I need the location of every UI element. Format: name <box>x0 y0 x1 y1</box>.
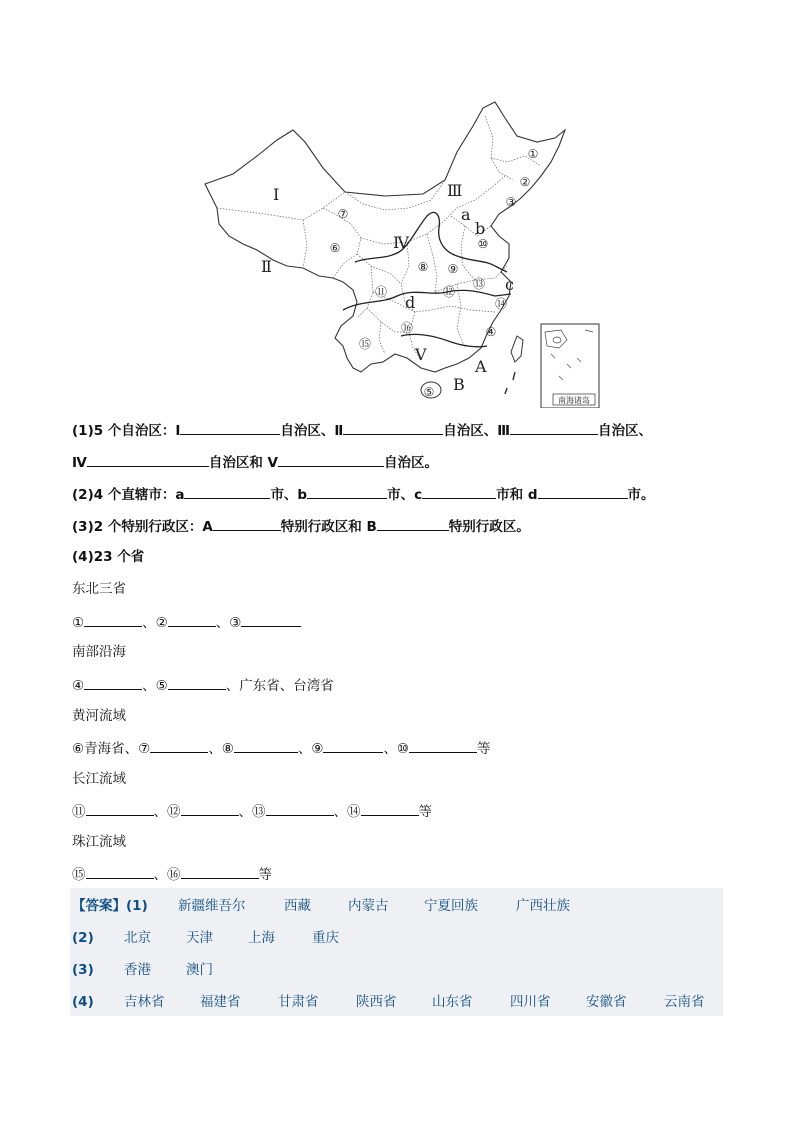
q3-prefix: (3)2 个特别行政区：A <box>72 519 213 535</box>
answer-1-2: 西藏 <box>284 898 311 914</box>
label-c7: ⑦ <box>337 207 349 221</box>
blank-q2-1[interactable] <box>184 484 270 499</box>
blank-c-4[interactable] <box>361 801 419 816</box>
answer-1-4: 宁夏回族 <box>424 898 478 914</box>
answer-label-2: (2) <box>72 930 94 946</box>
q3-text-1: 特别行政区和 B <box>280 519 377 535</box>
answer-4-4: 陕西省 <box>356 994 397 1010</box>
blank-q2-4[interactable] <box>538 484 628 499</box>
q1-text-2: 自治区、Ⅲ <box>443 423 511 439</box>
answer-4-5: 山东省 <box>432 994 473 1010</box>
label-roman-3: Ⅲ <box>447 181 463 200</box>
blank-q2-2[interactable] <box>307 484 387 499</box>
q1-text-5: 自治区。 <box>384 455 438 471</box>
c-text-1: ⑪ <box>72 804 86 820</box>
answer-row-4 <box>72 993 94 1011</box>
label-c6: ⑥ <box>329 241 341 255</box>
q1-text-3: 自治区、 <box>598 423 653 439</box>
answer-4-8: 云南省 <box>664 994 705 1010</box>
pearl-title: 珠江流域 <box>72 834 126 850</box>
q1-text-4: 自治区和 Ⅴ <box>208 455 278 471</box>
northeast-line <box>72 612 301 632</box>
answer-row-3 <box>72 961 94 979</box>
label-c5: ⑤ <box>423 385 435 399</box>
label-c13: ⑬ <box>472 277 486 291</box>
blank-q1-2[interactable] <box>343 420 443 435</box>
answer-4-6: 四川省 <box>510 994 551 1010</box>
answer-1-1: 新疆维吾尔 <box>178 898 246 914</box>
q1-line2 <box>72 452 438 472</box>
answer-2-1: 北京 <box>124 930 151 946</box>
label-b: b <box>475 219 486 238</box>
answer-label-3: (3) <box>72 962 94 978</box>
blank-ne-3[interactable] <box>241 612 301 627</box>
s-text-1: ④ <box>72 678 85 694</box>
label-a: a <box>461 205 471 224</box>
blank-q3-1[interactable] <box>213 516 281 531</box>
taiwan-island <box>511 336 523 362</box>
q2-text-1: 市、b <box>270 487 308 503</box>
china-map <box>195 96 605 408</box>
label-B: B <box>453 375 465 394</box>
p-text-2: 、⑯ <box>153 867 181 883</box>
yellow-line <box>72 738 491 758</box>
southern-island-dashes <box>505 372 515 394</box>
blank-q1-1[interactable] <box>180 420 280 435</box>
label-c11: ⑪ <box>374 285 388 299</box>
blank-y-4[interactable] <box>409 738 477 753</box>
label-c9: ⑨ <box>447 262 459 276</box>
answer-1-5: 广西壮族 <box>516 898 570 914</box>
blank-c-1[interactable] <box>86 801 154 816</box>
label-c10: ⑩ <box>477 237 489 251</box>
label-roman-1: Ⅰ <box>273 185 280 204</box>
blank-s-2[interactable] <box>168 675 226 690</box>
label-c8: ⑧ <box>417 260 429 274</box>
ne-text-1: ① <box>72 615 85 631</box>
q1-prefix: (1)5 个自治区：Ⅰ <box>72 423 181 439</box>
p-text-1: ⑮ <box>72 867 86 883</box>
answer-label-1: 【答案】(1) <box>72 898 148 914</box>
yangtze-title: 长江流域 <box>72 771 126 787</box>
blank-s-1[interactable] <box>84 675 142 690</box>
c-text-2: 、⑫ <box>153 804 181 820</box>
label-roman-2: Ⅱ <box>261 257 272 276</box>
s-text-2: 、⑤ <box>142 678 168 694</box>
blank-p-2[interactable] <box>181 864 259 879</box>
label-c15: ⑮ <box>358 337 372 351</box>
label-c2: ② <box>519 175 531 189</box>
y-text-5: 等 <box>477 741 491 757</box>
blank-ne-1[interactable] <box>84 612 142 627</box>
label-roman-5: Ⅴ <box>415 345 427 364</box>
blank-q1-4[interactable] <box>87 452 209 467</box>
q3-text-2: 特别行政区。 <box>448 519 530 535</box>
label-c: c <box>505 275 514 294</box>
south-title: 南部沿海 <box>72 644 126 660</box>
blank-p-1[interactable] <box>86 864 154 879</box>
label-A: A <box>475 357 487 376</box>
q1-line2-prefix: Ⅳ <box>72 455 87 471</box>
south-line <box>72 675 334 695</box>
china-outline <box>205 102 565 372</box>
inset-label: 南海诸岛 <box>558 396 590 405</box>
label-c12: ⑫ <box>442 285 456 299</box>
answer-2-2: 天津 <box>186 930 213 946</box>
answer-4-2: 福建省 <box>200 994 241 1010</box>
blank-c-3[interactable] <box>266 801 334 816</box>
q2-text-2: 市、c <box>387 487 423 503</box>
circled-labels <box>330 147 539 399</box>
answer-2-3: 上海 <box>248 930 275 946</box>
q2-line <box>72 484 655 504</box>
c-text-3: 、⑬ <box>238 804 266 820</box>
label-c16: ⑯ <box>400 321 414 335</box>
c-text-5: 等 <box>418 804 432 820</box>
yangtze-line <box>72 801 432 821</box>
q2-text-4: 市。 <box>627 487 655 503</box>
label-d: d <box>405 293 416 312</box>
answer-label-4: (4) <box>72 994 94 1010</box>
answer-4-3: 甘肃省 <box>278 994 319 1010</box>
q2-prefix: (2)4 个直辖市：a <box>72 487 185 503</box>
s-text-3: 、广东省、台湾省 <box>225 678 334 694</box>
yellow-title: 黄河流域 <box>72 708 126 724</box>
answer-3-2: 澳门 <box>186 962 213 978</box>
answer-3-1: 香港 <box>124 962 151 978</box>
ne-text-2: 、② <box>142 615 168 631</box>
blank-y-3[interactable] <box>323 738 383 753</box>
q1-text-1: 自治区、Ⅱ <box>280 423 344 439</box>
label-roman-4: Ⅳ <box>393 233 409 252</box>
blank-q3-2[interactable] <box>377 516 449 531</box>
northeast-title: 东北三省 <box>72 581 126 597</box>
y-text-4: 、⑩ <box>383 741 410 757</box>
p-text-3: 等 <box>258 867 272 883</box>
y-text-1: ⑥青海省、⑦ <box>72 741 151 757</box>
blank-c-2[interactable] <box>181 801 239 816</box>
label-c1: ① <box>527 147 539 161</box>
q2-text-3: 市和 d <box>496 487 538 503</box>
blank-ne-2[interactable] <box>168 612 216 627</box>
label-c14: ⑭ <box>494 297 508 311</box>
q4-title: (4)23 个省 <box>72 549 145 565</box>
y-text-2: 、⑧ <box>208 741 234 757</box>
blank-q1-5[interactable] <box>278 452 384 467</box>
pearl-line <box>72 864 272 884</box>
answer-row-2 <box>72 929 94 947</box>
blank-y-2[interactable] <box>234 738 298 753</box>
c-text-4: 、⑭ <box>333 804 361 820</box>
answer-4-1: 吉林省 <box>124 994 165 1010</box>
answer-row-1 <box>72 897 148 915</box>
y-text-3: 、⑨ <box>297 741 324 757</box>
blank-q1-3[interactable] <box>510 420 598 435</box>
answer-1-3: 内蒙古 <box>348 898 389 914</box>
label-c3: ③ <box>505 195 517 209</box>
answer-2-4: 重庆 <box>312 930 339 946</box>
label-c4: ④ <box>485 325 497 339</box>
q3-line <box>72 516 530 536</box>
q1-line1 <box>72 420 652 440</box>
blank-q2-3[interactable] <box>422 484 496 499</box>
ne-text-3: 、③ <box>215 615 242 631</box>
answer-4-7: 安徽省 <box>586 994 627 1010</box>
blank-y-1[interactable] <box>150 738 208 753</box>
